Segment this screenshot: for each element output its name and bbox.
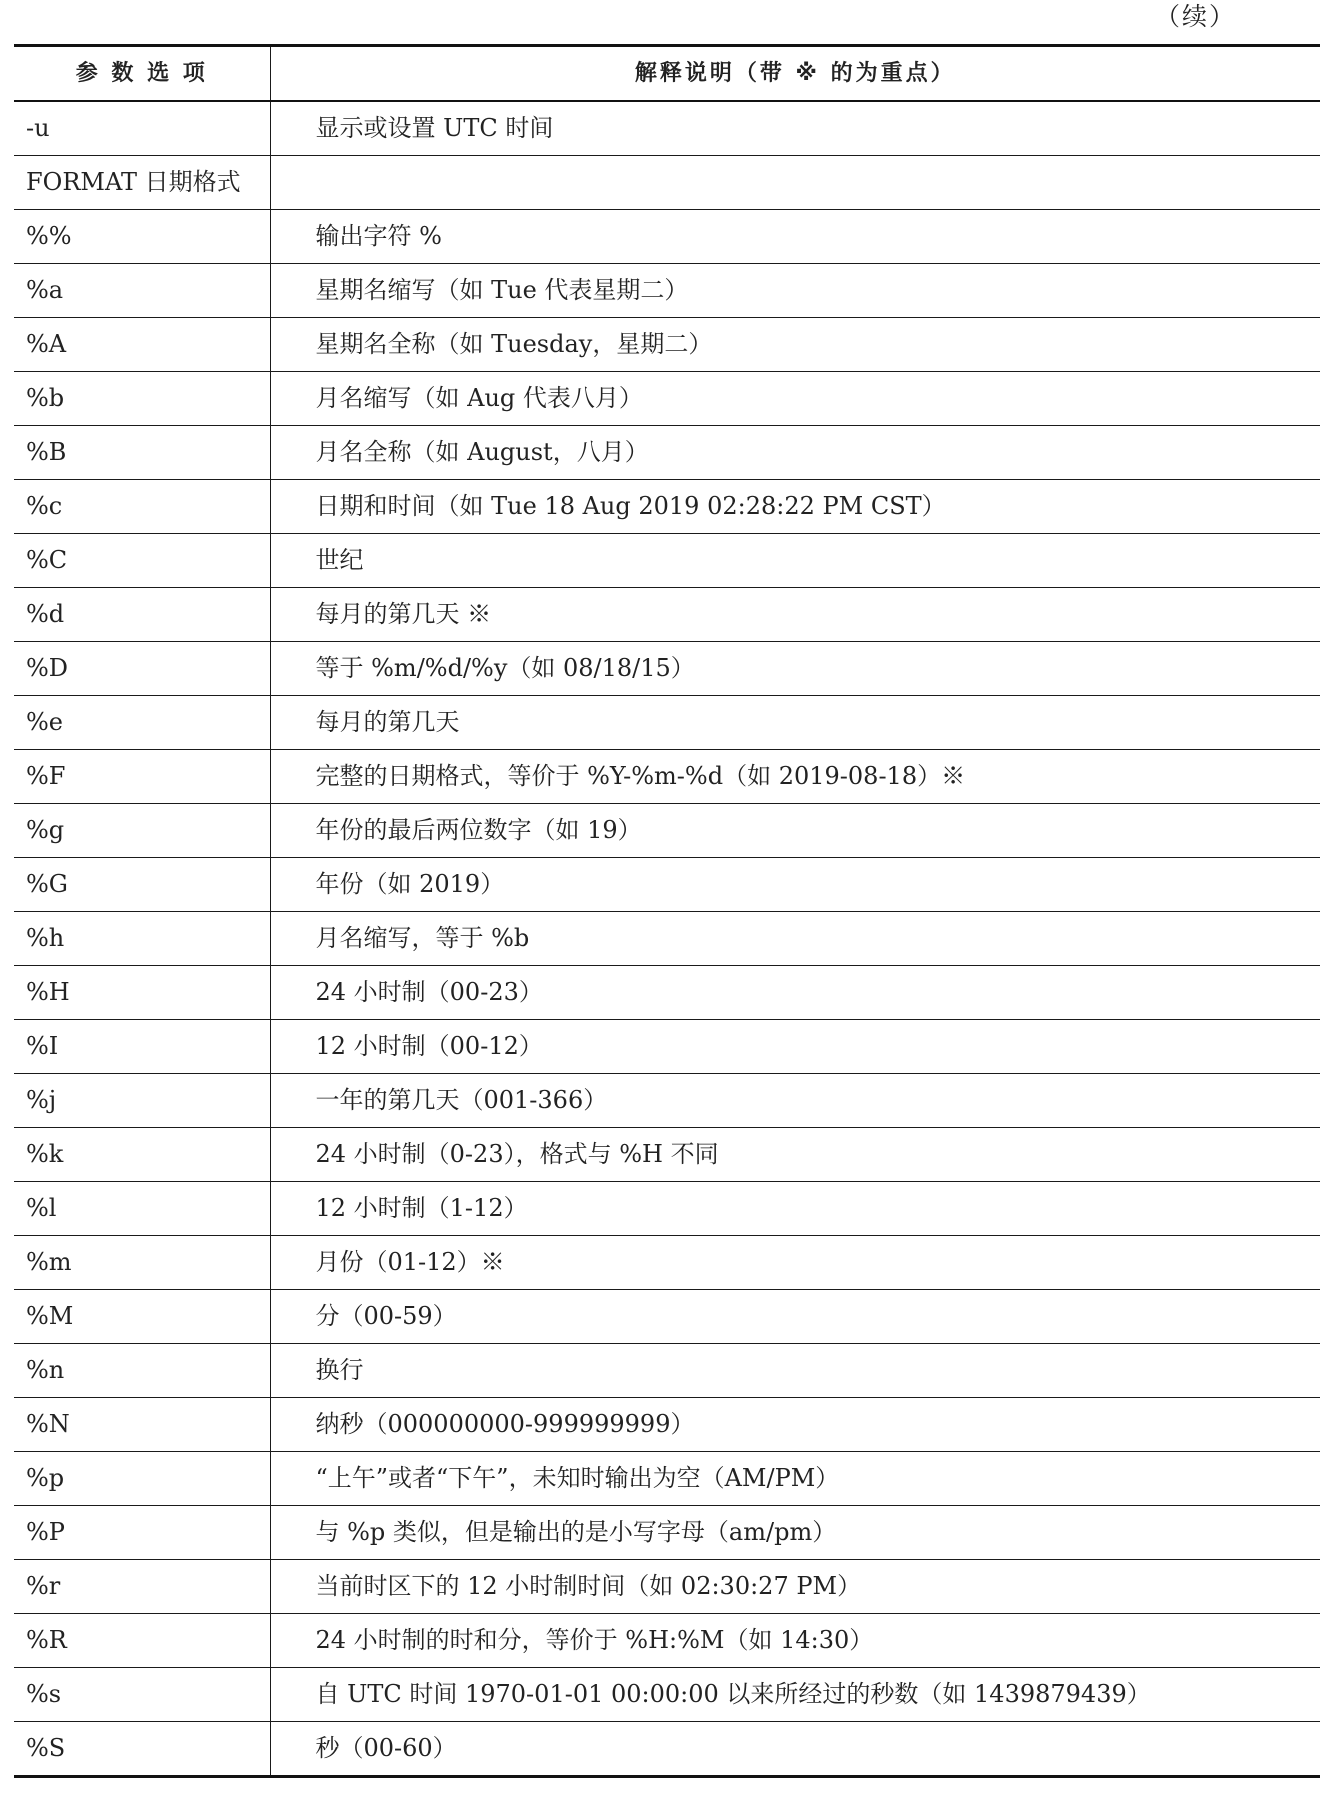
param-cell: %m bbox=[14, 1236, 270, 1290]
table-row bbox=[14, 588, 1320, 642]
param-cell: %l bbox=[14, 1182, 270, 1236]
table-row bbox=[14, 480, 1320, 534]
param-cell: %a bbox=[14, 264, 270, 318]
description-cell: 纳秒（000000000-999999999） bbox=[270, 1398, 1320, 1452]
table-row bbox=[14, 534, 1320, 588]
description-cell: 与 %p 类似，但是输出的是小写字母（am/pm） bbox=[270, 1506, 1320, 1560]
table-row bbox=[14, 750, 1320, 804]
table-row bbox=[14, 372, 1320, 426]
table-row bbox=[14, 1614, 1320, 1668]
param-cell: %s bbox=[14, 1668, 270, 1722]
description-cell: 分（00-59） bbox=[270, 1290, 1320, 1344]
table-row bbox=[14, 1074, 1320, 1128]
table-row bbox=[14, 1506, 1320, 1560]
table-row bbox=[14, 804, 1320, 858]
param-cell: %I bbox=[14, 1020, 270, 1074]
description-cell: 星期名全称（如 Tuesday，星期二） bbox=[270, 318, 1320, 372]
description-cell: 世纪 bbox=[270, 534, 1320, 588]
description-cell: 输出字符 % bbox=[270, 210, 1320, 264]
table-row bbox=[14, 1668, 1320, 1722]
description-cell: 月名全称（如 August，八月） bbox=[270, 426, 1320, 480]
table-row bbox=[14, 1020, 1320, 1074]
param-cell: %d bbox=[14, 588, 270, 642]
param-cell: %j bbox=[14, 1074, 270, 1128]
param-cell: %c bbox=[14, 480, 270, 534]
table-row bbox=[14, 426, 1320, 480]
header-description: 解释说明（带 ※ 的为重点） bbox=[270, 46, 1320, 102]
description-cell: 完整的日期格式，等价于 %Y-%m-%d（如 2019-08-18）※ bbox=[270, 750, 1320, 804]
table-row bbox=[14, 912, 1320, 966]
param-cell: %C bbox=[14, 534, 270, 588]
table-row bbox=[14, 1722, 1320, 1777]
table-row bbox=[14, 318, 1320, 372]
table-row bbox=[14, 156, 1320, 210]
param-cell: %B bbox=[14, 426, 270, 480]
table-header-row bbox=[14, 46, 1320, 102]
format-params-table bbox=[14, 44, 1320, 1778]
param-cell: %S bbox=[14, 1722, 270, 1777]
description-cell: 每月的第几天 bbox=[270, 696, 1320, 750]
description-cell: 每月的第几天 ※ bbox=[270, 588, 1320, 642]
table-row bbox=[14, 696, 1320, 750]
table-row bbox=[14, 1236, 1320, 1290]
description-cell: 年份的最后两位数字（如 19） bbox=[270, 804, 1320, 858]
table-row bbox=[14, 101, 1320, 156]
param-cell: %N bbox=[14, 1398, 270, 1452]
table-row bbox=[14, 1452, 1320, 1506]
param-cell: %% bbox=[14, 210, 270, 264]
param-cell: %G bbox=[14, 858, 270, 912]
param-cell: %H bbox=[14, 966, 270, 1020]
param-cell: %A bbox=[14, 318, 270, 372]
param-cell: %D bbox=[14, 642, 270, 696]
description-cell: 24 小时制（0-23），格式与 %H 不同 bbox=[270, 1128, 1320, 1182]
description-cell: 自 UTC 时间 1970-01-01 00:00:00 以来所经过的秒数（如 1439879439） bbox=[270, 1668, 1320, 1722]
description-cell bbox=[270, 156, 1320, 210]
description-cell: 月份（01-12）※ bbox=[270, 1236, 1320, 1290]
param-cell: %P bbox=[14, 1506, 270, 1560]
param-cell: %e bbox=[14, 696, 270, 750]
param-cell: %b bbox=[14, 372, 270, 426]
description-cell: 月名缩写，等于 %b bbox=[270, 912, 1320, 966]
param-cell: %n bbox=[14, 1344, 270, 1398]
table-row bbox=[14, 1128, 1320, 1182]
description-cell: 秒（00-60） bbox=[270, 1722, 1320, 1777]
param-cell: %R bbox=[14, 1614, 270, 1668]
description-cell: 24 小时制（00-23） bbox=[270, 966, 1320, 1020]
description-cell: 12 小时制（00-12） bbox=[270, 1020, 1320, 1074]
table-row bbox=[14, 210, 1320, 264]
param-cell: FORMAT 日期格式 bbox=[14, 156, 270, 210]
table-row bbox=[14, 1182, 1320, 1236]
description-cell: 12 小时制（1-12） bbox=[270, 1182, 1320, 1236]
description-cell: 一年的第几天（001-366） bbox=[270, 1074, 1320, 1128]
description-cell: 显示或设置 UTC 时间 bbox=[270, 101, 1320, 156]
param-cell: %g bbox=[14, 804, 270, 858]
description-cell: 日期和时间（如 Tue 18 Aug 2019 02:28:22 PM CST） bbox=[270, 480, 1320, 534]
table-row bbox=[14, 1290, 1320, 1344]
table-row bbox=[14, 1344, 1320, 1398]
param-cell: %F bbox=[14, 750, 270, 804]
param-cell: -u bbox=[14, 101, 270, 156]
param-cell: %h bbox=[14, 912, 270, 966]
table-row bbox=[14, 642, 1320, 696]
description-cell: 月名缩写（如 Aug 代表八月） bbox=[270, 372, 1320, 426]
description-cell: 年份（如 2019） bbox=[270, 858, 1320, 912]
param-cell: %p bbox=[14, 1452, 270, 1506]
description-cell: 换行 bbox=[270, 1344, 1320, 1398]
param-cell: %r bbox=[14, 1560, 270, 1614]
header-param: 参 数 选 项 bbox=[14, 46, 270, 102]
param-cell: %M bbox=[14, 1290, 270, 1344]
description-cell: “上午”或者“下午”，未知时输出为空（AM/PM） bbox=[270, 1452, 1320, 1506]
table-row bbox=[14, 858, 1320, 912]
description-cell: 等于 %m/%d/%y（如 08/18/15） bbox=[270, 642, 1320, 696]
table-row bbox=[14, 1560, 1320, 1614]
table-row bbox=[14, 966, 1320, 1020]
table-row bbox=[14, 264, 1320, 318]
continued-label: （续） bbox=[1155, 2, 1237, 31]
param-cell: %k bbox=[14, 1128, 270, 1182]
table-row bbox=[14, 1398, 1320, 1452]
description-cell: 24 小时制的时和分，等价于 %H:%M（如 14:30） bbox=[270, 1614, 1320, 1668]
description-cell: 星期名缩写（如 Tue 代表星期二） bbox=[270, 264, 1320, 318]
description-cell: 当前时区下的 12 小时制时间（如 02:30:27 PM） bbox=[270, 1560, 1320, 1614]
